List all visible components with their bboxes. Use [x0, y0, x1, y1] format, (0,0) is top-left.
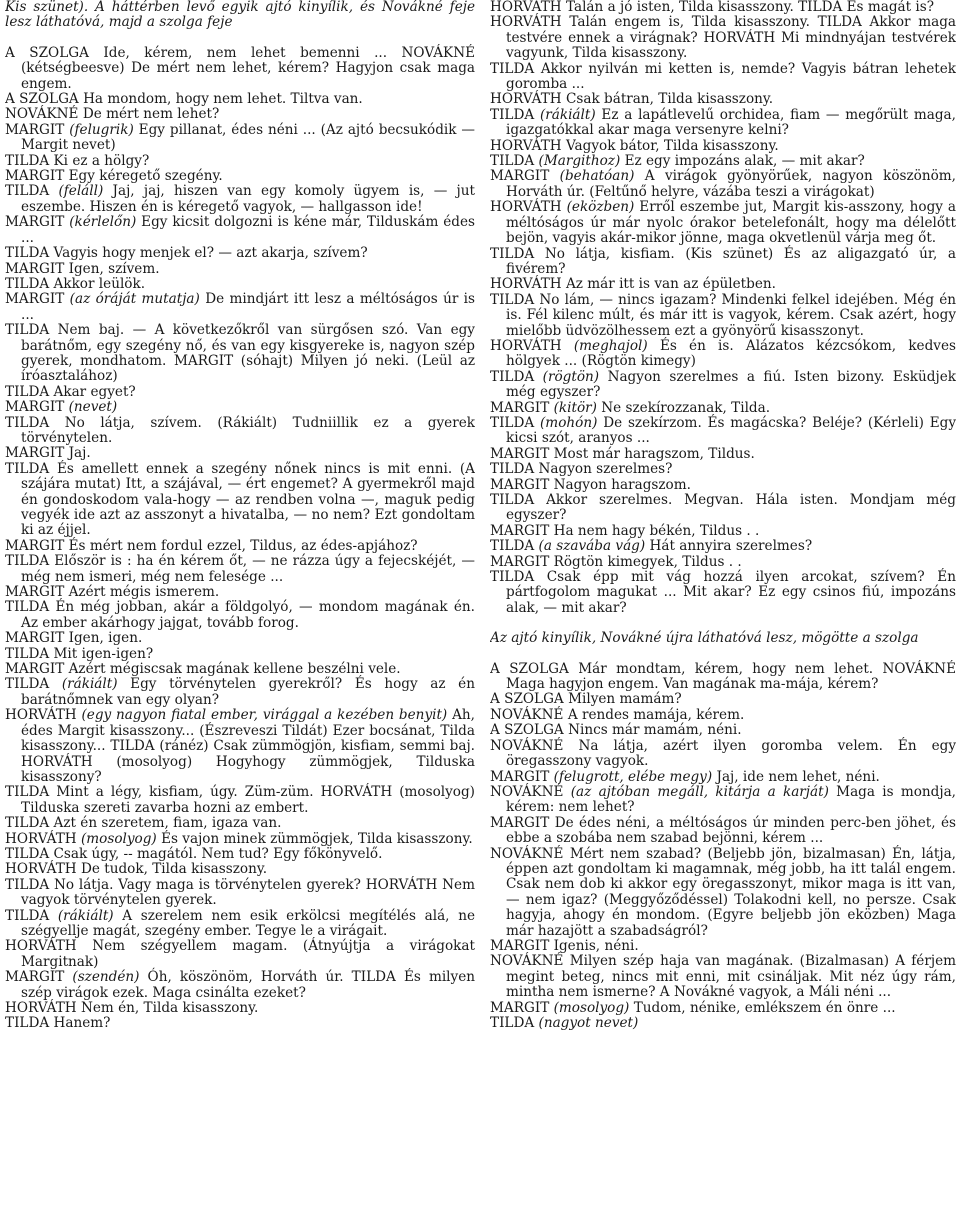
dialogue-line: HORVÁTH Az már itt is van az épületben. [490, 276, 776, 293]
dialogue-line: TILDA Csak úgy, -- magától. Nem tud? Egy főkönyvelő. [5, 845, 383, 862]
dialogue-line: MARGIT Most már haragszom, Tildus. [490, 445, 755, 462]
dialogue-line: TILDA (rákiált) A szerelem nem esik erkölcsi megítélés alá, ne szégyellje magát, szegény ember. Tegye le a virágait. [5, 907, 475, 939]
dialogue-line: HORVÁTH Vagyok bátor, Tilda kisasszony. [490, 137, 779, 154]
dialogue-line: A SZOLGA Nincs már mamám, néni. [490, 722, 742, 739]
dialogue-line: NOVÁKNÉ A rendes mamája, kérem. [490, 706, 745, 723]
dialogue-line: TILDA Először is : ha én kérem őt, — ne rázza úgy a fejecskéjét, — még nem ismeri, még nem felesége ... [5, 553, 475, 585]
dialogue-line: MARGIT (felugrik) Egy pillanat, édes néni ... (Az ajtó becsukódik — Margit nevet) [5, 121, 475, 154]
stage-direction: Kis szünet). A háttérben levő egyik ajtó kinyílik, és Novákné feje lesz láthatóvá, majd a szolga feje [5, 0, 475, 31]
dialogue-line: MARGIT De édes néni, a méltóságos úr minden perc-ben jöhet, és ebbe a szobába nem szabad bejönni, kérem ... [490, 814, 956, 847]
dialogue-line: HORVÁTH (eközben) Erről eszembe jut, Margit kis-asszony, hogy a méltóságos úr már nyolc órakor betelefonált, hogy ma délelőtt bejön, vagyis akár-mikor jönne, maga okvetlenül várja meg őt. [490, 199, 956, 247]
dialogue-line: HORVÁTH (mosolyog) És vajon minek zümmögjek, Tilda kisasszony. [5, 830, 473, 847]
dialogue-line: MARGIT Igen, igen. [5, 630, 143, 647]
dialogue-line: MARGIT Rögtön kimegyek, Tildus . . [490, 553, 742, 570]
dialogue-line: NOVÁKNÉ De mért nem lehet? [5, 106, 220, 123]
dialogue-line: TILDA Akkor szerelmes. Megvan. Hála isten. Mondjam még egyszer? [490, 492, 956, 524]
dialogue-line: TILDA Akkor nyilván mi ketten is, nemde? Vagyis bátran lehetek goromba ... [490, 60, 956, 93]
dialogue-line: MARGIT (az óráját mutatja) De mindjárt itt lesz a méltóságos úr is ... [5, 291, 475, 323]
dialogue-line: MARGIT Igenis, néni. [490, 937, 639, 954]
dialogue-line: MARGIT (szendén) Óh, köszönöm, Horváth úr. TILDA És milyen szép virágok ezek. Maga csinálta ezeket? [5, 969, 475, 1001]
dialogue-line: TILDA (feláll) Jaj, jaj, hiszen van egy komoly ügyem is, — jut eszembe. Hiszen én is kéregető vagyok, — hallgasson ide! [5, 183, 475, 215]
dialogue-line: MARGIT Igen, szívem. [5, 260, 160, 277]
dialogue-line: MARGIT Azért mégiscsak magának kellene beszélni vele. [5, 661, 401, 678]
dialogue-line: MARGIT (kérlelőn) Egy kicsit dolgozni is kéne már, Tilduskám édes ... [5, 214, 475, 246]
dialogue-line: HORVÁTH Csak bátran, Tilda kisasszony. [490, 91, 774, 108]
stage-direction: Az ajtó kinyílik, Novákné újra láthatóvá lesz, mögötte a szolga [490, 630, 919, 647]
dialogue-line: MARGIT (kitör) Ne szekírozzanak, Tilda. [490, 399, 771, 416]
left-column [5, 0, 475, 1032]
dialogue-line: HORVÁTH (egy nagyon fiatal ember, virággal a kezében benyit) Ah, édes Margit kisasszony... (Észreveszi Tildát) Ezer bocsánat, Tilda kisasszony... TILDA (ránéz) Csak zümmögjön, kisfiam, semmi baj. HORVÁTH (mosolyog) Hogyhogy zümmögjek, Tilduska kisasszony? [5, 707, 475, 785]
dialogue-line: NOVÁKNÉ (az ajtóban megáll, kitárja a karját) Maga is mondja, kérem: nem lehet? [490, 783, 956, 816]
dialogue-line: TILDA No látja, kisfiam. (Kis szünet) És az aligazgató úr, a fivérem? [490, 245, 956, 277]
dialogue-line: NOVÁKNÉ Mért nem szabad? (Beljebb jön, bizalmasan) Én, látja, éppen azt gondoltam ki magamnak, még jobb, ha itt talál engem. Csak nem dob ki akkor egy öregasszonyt, mikor maga is itt van, — nem igaz? (Meggyőződéssel) Tolakodni kell, no persze. Csak hagyja, ahogy én mondom. (Egyre beljebb jön eközben) Maga már hazajött a szabadságról? [490, 845, 956, 939]
dialogue-line: NOVÁKNÉ Milyen szép haja van magának. (Bizalmasan) A férjem megint beteg, nincs mit enni, mit csináljak. Mit néz úgy rám, mintha nem ismerne? A Novákné vagyok, a Máli néni ... [490, 953, 956, 1001]
dialogue-line: TILDA (nagyot nevet) [490, 1015, 639, 1031]
dialogue-line: MARGIT És mért nem fordul ezzel, Tildus, az édes-apjához? [5, 537, 418, 554]
dialogue-line: MARGIT (nevet) [5, 399, 118, 416]
dialogue-line: TILDA Mint a légy, kisfiam, úgy. Züm-züm. HORVÁTH (mosolyog) Tilduska szereti zavarba hozni az embert. [5, 784, 475, 816]
dialogue-line: TILDA Mit igen-igen? [5, 645, 154, 662]
dialogue-line: HORVÁTH Nem szégyellem magam. (Átnyújtja a virágokat Margitnak) [5, 938, 475, 970]
right-column [490, 0, 956, 1031]
dialogue-line: HORVÁTH Talán a jó isten, Tilda kisasszony. TILDA És magát is? [490, 0, 935, 15]
dialogue-line: TILDA No látja. Vagy maga is törvénytelen gyerek? HORVÁTH Nem vagyok törvénytelen gyerek. [5, 876, 475, 909]
dialogue-line: MARGIT Ha nem hagy békén, Tildus . . [490, 522, 760, 539]
dialogue-line: A SZOLGA Ha mondom, hogy nem lehet. Tiltva van. [5, 91, 363, 108]
dialogue-line: TILDA Nem baj. — A következőkről van sürgősen szó. Van egy barátnőm, egy szegény nő, és van egy kisgyereke is, nagyon szép gyerek, mondhatom. MARGIT (sóhajt) Milyen jó neki. (Leül az íróasztalához) [5, 322, 475, 385]
dialogue-line: TILDA (Margithoz) Ez egy impozáns alak, — mit akar? [490, 153, 865, 170]
dialogue-line: A SZOLGA Ide, kérem, nem lehet bemenni ... NOVÁKNÉ (kétségbeesve) De mért nem lehet, kérem? Hagyjon csak maga engem. [5, 44, 475, 92]
dialogue-line: NOVÁKNÉ Na látja, azért ilyen goromba velem. Én egy öregasszony vagyok. [490, 737, 956, 770]
dialogue-line: A SZOLGA Már mondtam, kérem, hogy nem lehet. NOVÁKNÉ Maga hagyjon engem. Van magának ma-mája, kérem? [490, 660, 956, 693]
dialogue-line: MARGIT (mosolyog) Tudom, nénike, emlékszem én önre ... [490, 999, 896, 1016]
dialogue-line: TILDA No látja, szívem. (Rákiált) Tudniillik ez a gyerek törvénytelen. [5, 414, 475, 446]
dialogue-line: A SZOLGA Milyen mamám? [490, 691, 682, 708]
dialogue-line: TILDA (rákiált) Egy törvénytelen gyerekről? És hogy az én barátnőmnek van egy olyan? [5, 676, 475, 708]
dialogue-line: TILDA És amellett ennek a szegény nőnek nincs is mit enni. (A szájára mutat) Itt, a szájával, — ért engemet? A gyermekről majd én gondoskodom vala-hogy — az rendben volna —, maguk pedig vegyék ide azt az asszonyt a hivatalba, — no nem? Ezt gondoltam ki az éjjel. [5, 460, 475, 539]
dialogue-line: MARGIT Egy kéregető szegény. [5, 168, 223, 185]
dialogue-line: TILDA (rákiált) Ez a lapátlevelű orchidea, fiam — megőrült maga, igazgatókkal akar maga versenyre kelni? [490, 106, 956, 139]
dialogue-line: TILDA Ki ez a hölgy? [5, 152, 150, 169]
dialogue-line: HORVÁTH Talán engem is, Tilda kisasszony. TILDA Akkor maga testvére ennek a virágnak? HORVÁTH Mi mindnyájan testvérek vagyunk, Tilda kisasszony. [490, 14, 956, 62]
dialogue-line: MARGIT (felugrott, elébe megy) Jaj, ide nem lehet, néni. [490, 768, 880, 785]
dialogue-line: MARGIT Nagyon haragszom. [490, 476, 691, 493]
dialogue-line: TILDA Akar egyet? [5, 383, 136, 400]
dialogue-line: TILDA Én még jobban, akár a földgolyó, — mondom magának én. Az ember akárhogy jajgat, tovább forog. [5, 599, 475, 631]
dialogue-line: TILDA Csak épp mit vág hozzá ilyen arcokat, szívem? Én pártfogolom magukat ... Mit akar? Ez egy csinos fiú, impozáns alak, — mit akar? [490, 569, 956, 616]
dialogue-line: HORVÁTH Nem én, Tilda kisasszony. [5, 1000, 259, 1016]
dialogue-line: TILDA No lám, — nincs igazam? Mindenki felkel idejében. Még én is. Fél kilenc múlt, és már itt is vagyok, kérem. Csak azért, hogy mielőbb üdvözölhessem ezt a gyönyörű kisasszonyt. [490, 291, 956, 339]
dialogue-line: TILDA (mohón) De szekírzom. És magácska? Beléje? (Kérleli) Egy kicsi szót, aranyos ... [490, 414, 956, 447]
dialogue-line: TILDA Azt én szeretem, fiam, igaza van. [5, 815, 282, 832]
dialogue-line: HORVÁTH (meghajol) És én is. Alázatos kézcsókom, kedves hölgyek ... (Rögtön kimegy) [490, 337, 956, 370]
dialogue-line: MARGIT Azért mégis ismerem. [5, 584, 220, 601]
dialogue-line: TILDA Vagyis hogy menjek el? — azt akarja, szívem? [5, 245, 368, 262]
dialogue-line: TILDA Nagyon szerelmes? [490, 461, 673, 478]
dialogue-line: TILDA Akkor leülök. [5, 275, 146, 292]
dialogue-line: TILDA Hanem? [5, 1015, 111, 1032]
dialogue-line: TILDA (a szavába vág) Hát annyira szerelmes? [490, 538, 813, 555]
dialogue-line: MARGIT Jaj. [5, 445, 91, 462]
dialogue-line: TILDA (rögtön) Nagyon szerelmes a fiú. Isten bizony. Esküdjek még egyszer? [490, 368, 956, 401]
dialogue-line: MARGIT (behatóan) A virágok gyönyörűek, nagyon köszönöm, Horváth úr. (Feltűnő helyre, vázába teszi a virágokat) [490, 168, 956, 200]
dialogue-line: HORVÁTH De tudok, Tilda kisasszony. [5, 861, 268, 878]
